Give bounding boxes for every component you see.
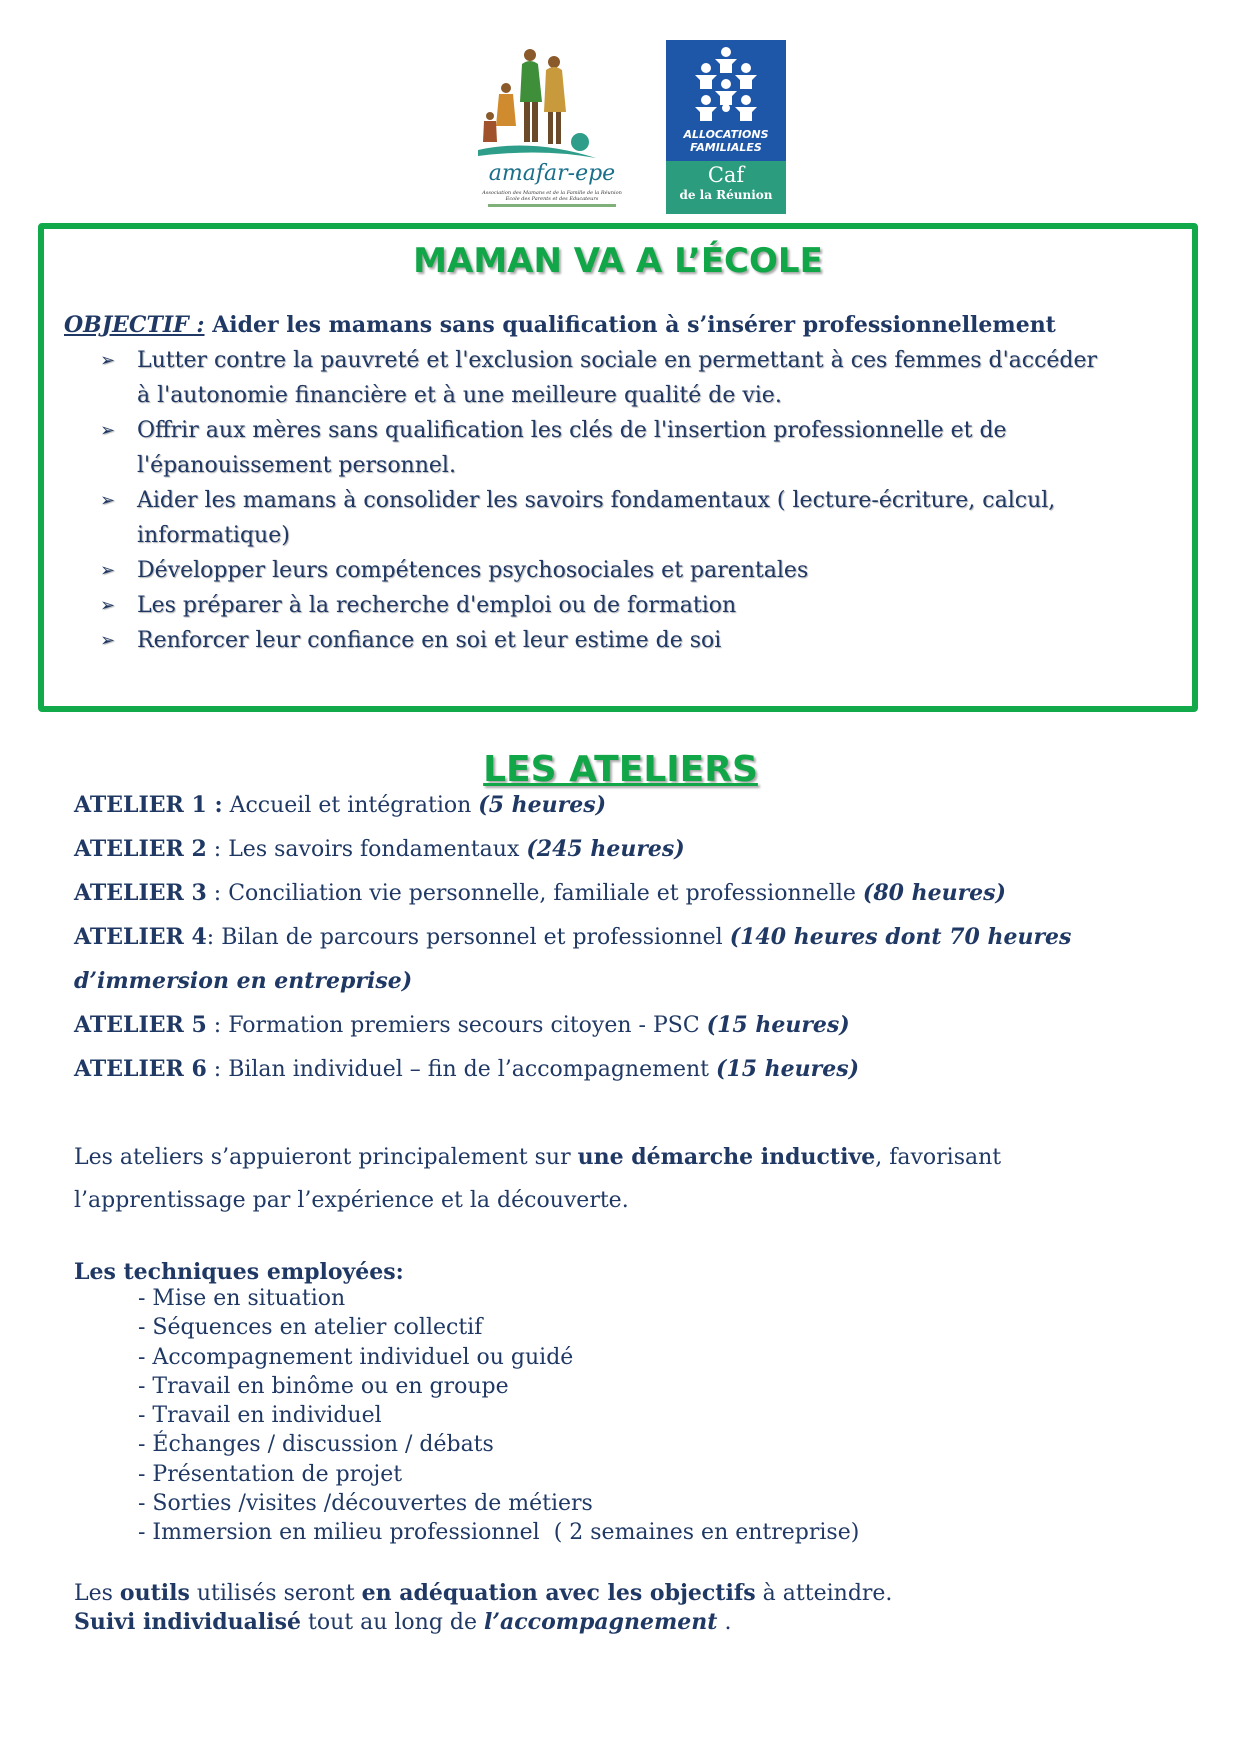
- techniques-heading: Les techniques employées:: [74, 1259, 404, 1285]
- technique-item: - Sorties /visites /découvertes de métiers: [138, 1491, 593, 1517]
- atelier-hours: (140 heures dont 70 heures: [729, 924, 1072, 950]
- closing-text: tout au long de: [301, 1610, 484, 1635]
- svg-text:Ecole des Parents et des Educa: Ecole des Parents et des Educateurs: [505, 196, 599, 202]
- bullet-line: à l'autonomie financière et à une meilleure qualité de vie.: [137, 383, 782, 408]
- atelier-text: : Les savoirs fondamentaux: [206, 837, 527, 862]
- atelier-text: : Bilan de parcours personnel et professionnel: [206, 925, 730, 950]
- atelier-text: : Formation premiers secours citoyen - PSC: [206, 1013, 707, 1038]
- svg-text:Association des Mamans et de l: Association des Mamans et de la Famille de la Réunion: [482, 190, 622, 196]
- caf-logo: [666, 40, 786, 214]
- closing-line-suivi: [74, 1607, 1194, 1638]
- demarche-text: Les ateliers s’appuieront principalement sur: [74, 1145, 578, 1170]
- bullet-text: Développer leurs compétences psychosociales et parentales: [137, 558, 809, 583]
- bullet-text: Les préparer à la recherche d'emploi ou de formation: [137, 593, 737, 618]
- techniques-list: [138, 1284, 1138, 1548]
- closing-text: .: [717, 1610, 732, 1635]
- closing-line-tools: [74, 1578, 1194, 1609]
- svg-text:amafar-epe: amafar-epe: [488, 161, 616, 186]
- technique-item: - Travail en individuel: [138, 1403, 382, 1429]
- atelier-hours: (5 heures): [478, 792, 607, 818]
- children-figures-icon: [666, 40, 786, 124]
- demarche-paragraph-line2: l’apprentissage par l’expérience et la découverte.: [74, 1188, 629, 1213]
- caf-region: de la Réunion: [679, 188, 773, 202]
- demarche-paragraph: [74, 1142, 1194, 1173]
- atelier-hours: (15 heures): [706, 1012, 850, 1038]
- arrow-bullet-icon: ➢: [100, 560, 116, 581]
- closing-text: utilisés seront: [189, 1581, 362, 1606]
- atelier-label: ATELIER 6: [74, 1056, 207, 1082]
- atelier-item: [74, 1054, 1194, 1085]
- technique-item: - Présentation de projet: [138, 1461, 403, 1487]
- arrow-bullet-icon: ➢: [100, 420, 116, 441]
- atelier-text: : Bilan individuel – fin de l’accompagnement: [206, 1057, 716, 1082]
- atelier-hours: (245 heures): [526, 836, 685, 862]
- bullet-line: informatique): [137, 523, 290, 548]
- atelier-label: ATELIER 5: [74, 1012, 207, 1038]
- atelier-label: ATELIER 4: [74, 924, 207, 950]
- caf-line-2: FAMILIALES: [690, 141, 762, 154]
- technique-item: - Travail en binôme ou en groupe: [138, 1373, 509, 1399]
- arrow-bullet-icon: ➢: [100, 350, 116, 371]
- atelier-item: [74, 1010, 1194, 1041]
- atelier-item: [74, 790, 1194, 821]
- bullet-line: l'épanouissement personnel.: [137, 453, 456, 478]
- bullet-text: [137, 483, 1177, 553]
- atelier-text: Accueil et intégration: [222, 793, 479, 818]
- ateliers-heading: LES ATELIERS: [483, 749, 758, 790]
- atelier-label: ATELIER 1 :: [74, 792, 223, 818]
- bullet-text: [137, 413, 1177, 483]
- atelier-item-continuation: [74, 966, 1194, 997]
- objective-label: OBJECTIF :: [64, 312, 205, 338]
- closing-emphasis: Suivi individualisé: [74, 1609, 302, 1635]
- atelier-hours: (15 heures): [715, 1056, 860, 1082]
- atelier-label: ATELIER 2: [74, 836, 207, 862]
- atelier-item: [74, 922, 1194, 953]
- bullet-text: [137, 343, 1177, 413]
- atelier-item: [74, 834, 1194, 865]
- bullet-line: Aider les mamans à consolider les savoirs fondamentaux ( lecture-écriture, calcul,: [137, 488, 1056, 513]
- technique-item: - Échanges / discussion / débats: [138, 1432, 494, 1458]
- atelier-text: : Conciliation vie personnelle, familiale et professionnelle: [206, 881, 863, 906]
- amafar-epe-logo: [472, 42, 632, 208]
- arrow-bullet-icon: ➢: [100, 595, 116, 616]
- caf-line-1: ALLOCATIONS: [683, 128, 769, 141]
- objective-line: [64, 310, 1184, 340]
- closing-emphasis: en adéquation avec les objectifs: [361, 1580, 756, 1606]
- technique-item: - Mise en situation: [138, 1286, 346, 1311]
- arrow-bullet-icon: ➢: [100, 630, 116, 651]
- technique-item: - Immersion en milieu professionnel ( 2 semaines en entreprise): [138, 1520, 860, 1546]
- bullet-line: Lutter contre la pauvreté et l'exclusion sociale en permettant à ces femmes d'accéder: [137, 348, 1098, 373]
- atelier-label: ATELIER 3: [74, 880, 207, 906]
- closing-text: Les: [74, 1581, 120, 1606]
- bullet-text: Renforcer leur confiance en soi et leur estime de soi: [137, 628, 722, 653]
- caf-logo-top: [666, 40, 786, 161]
- demarche-text: , favorisant: [875, 1145, 1002, 1170]
- technique-item: - Accompagnement individuel ou guidé: [138, 1344, 574, 1370]
- closing-emphasis: l’accompagnement: [484, 1609, 718, 1635]
- atelier-hours: (80 heures): [862, 880, 1006, 906]
- demarche-emphasis: une démarche inductive: [577, 1144, 876, 1170]
- closing-text: à atteindre.: [755, 1581, 893, 1606]
- objective-text: Aider les mamans sans qualification à s’insérer professionnellement: [212, 312, 1056, 338]
- bullet-line: Offrir aux mères sans qualification les clés de l'insertion professionnelle et de: [137, 418, 1007, 443]
- family-illustration-icon: [472, 42, 632, 208]
- caf-logo-bottom: [666, 161, 786, 214]
- atelier-hours: d’immersion en entreprise): [74, 968, 413, 994]
- arrow-bullet-icon: ➢: [100, 490, 116, 511]
- caf-name: Caf: [707, 163, 745, 187]
- technique-item: - Séquences en atelier collectif: [138, 1315, 483, 1341]
- closing-emphasis: outils: [119, 1580, 190, 1606]
- program-title: MAMAN VA A L’ÉCOLE: [413, 241, 823, 281]
- atelier-item: [74, 878, 1194, 909]
